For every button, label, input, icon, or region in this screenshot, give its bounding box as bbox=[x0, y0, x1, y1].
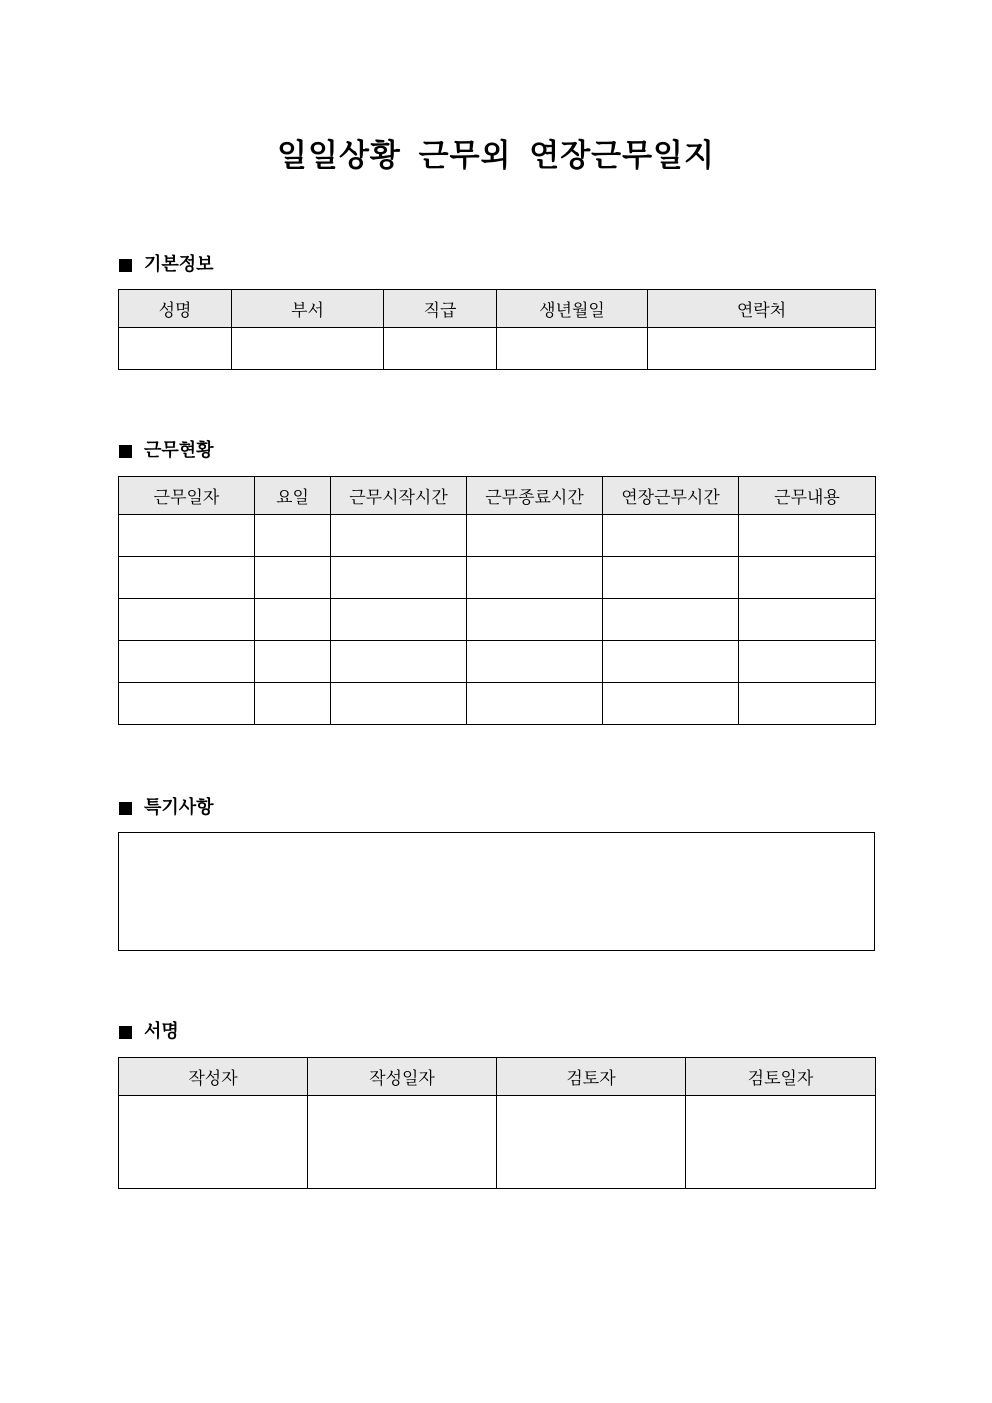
column-header-name: 성명 bbox=[119, 290, 232, 328]
column-header-department: 부서 bbox=[232, 290, 384, 328]
work-content-cell[interactable] bbox=[739, 599, 876, 641]
work-content-cell[interactable] bbox=[739, 557, 876, 599]
start-time-cell[interactable] bbox=[331, 683, 467, 725]
overtime-hours-cell[interactable] bbox=[603, 641, 739, 683]
section-heading-label: 기본정보 bbox=[144, 254, 214, 275]
column-header-overtime-hours: 연장근무시간 bbox=[603, 477, 739, 515]
department-cell[interactable] bbox=[232, 328, 384, 370]
column-header-author-date: 작성일자 bbox=[308, 1058, 497, 1096]
table-row bbox=[119, 599, 876, 641]
weekday-cell[interactable] bbox=[255, 641, 331, 683]
square-bullet-icon bbox=[119, 259, 132, 272]
end-time-cell[interactable] bbox=[467, 641, 603, 683]
section-heading-work-status bbox=[119, 438, 214, 464]
work-content-cell[interactable] bbox=[739, 683, 876, 725]
weekday-cell[interactable] bbox=[255, 515, 331, 557]
section-heading-label: 서명 bbox=[144, 1021, 179, 1042]
start-time-cell[interactable] bbox=[331, 641, 467, 683]
column-header-review-date: 검토일자 bbox=[686, 1058, 876, 1096]
position-cell[interactable] bbox=[384, 328, 497, 370]
work-date-cell[interactable] bbox=[119, 557, 255, 599]
column-header-position: 직급 bbox=[384, 290, 497, 328]
section-heading-notes bbox=[119, 795, 214, 821]
work-status-table bbox=[118, 476, 876, 725]
section-heading-basic-info bbox=[119, 252, 214, 278]
weekday-cell[interactable] bbox=[255, 599, 331, 641]
square-bullet-icon bbox=[119, 1026, 132, 1039]
column-header-work-date: 근무일자 bbox=[119, 477, 255, 515]
column-header-contact: 연락처 bbox=[648, 290, 876, 328]
column-header-birthdate: 생년월일 bbox=[497, 290, 648, 328]
end-time-cell[interactable] bbox=[467, 683, 603, 725]
birthdate-cell[interactable] bbox=[497, 328, 648, 370]
table-header-row bbox=[119, 290, 876, 328]
work-date-cell[interactable] bbox=[119, 599, 255, 641]
end-time-cell[interactable] bbox=[467, 557, 603, 599]
column-header-start-time: 근무시작시간 bbox=[331, 477, 467, 515]
overtime-hours-cell[interactable] bbox=[603, 515, 739, 557]
overtime-hours-cell[interactable] bbox=[603, 683, 739, 725]
start-time-cell[interactable] bbox=[331, 557, 467, 599]
work-date-cell[interactable] bbox=[119, 683, 255, 725]
weekday-cell[interactable] bbox=[255, 557, 331, 599]
end-time-cell[interactable] bbox=[467, 599, 603, 641]
reviewer-signature-cell[interactable] bbox=[497, 1096, 686, 1189]
column-header-end-time: 근무종료시간 bbox=[467, 477, 603, 515]
weekday-cell[interactable] bbox=[255, 683, 331, 725]
square-bullet-icon bbox=[119, 445, 132, 458]
table-header-row bbox=[119, 477, 876, 515]
table-row bbox=[119, 515, 876, 557]
section-heading-label: 특기사항 bbox=[144, 797, 214, 818]
notes-box[interactable] bbox=[118, 832, 875, 951]
start-time-cell[interactable] bbox=[331, 599, 467, 641]
column-header-reviewer: 검토자 bbox=[497, 1058, 686, 1096]
name-cell[interactable] bbox=[119, 328, 232, 370]
signature-table bbox=[118, 1057, 876, 1189]
overtime-hours-cell[interactable] bbox=[603, 557, 739, 599]
start-time-cell[interactable] bbox=[331, 515, 467, 557]
author-signature-cell[interactable] bbox=[119, 1096, 308, 1189]
table-row bbox=[119, 683, 876, 725]
work-date-cell[interactable] bbox=[119, 515, 255, 557]
contact-cell[interactable] bbox=[648, 328, 876, 370]
table-row bbox=[119, 557, 876, 599]
table-row bbox=[119, 641, 876, 683]
work-content-cell[interactable] bbox=[739, 641, 876, 683]
table-header-row bbox=[119, 1058, 876, 1096]
column-header-author: 작성자 bbox=[119, 1058, 308, 1096]
section-heading-signature bbox=[119, 1019, 179, 1045]
overtime-hours-cell[interactable] bbox=[603, 599, 739, 641]
column-header-weekday: 요일 bbox=[255, 477, 331, 515]
table-row bbox=[119, 1096, 876, 1189]
end-time-cell[interactable] bbox=[467, 515, 603, 557]
document-title: 일일상황 근무외 연장근무일지 bbox=[277, 138, 715, 174]
author-date-cell[interactable] bbox=[308, 1096, 497, 1189]
section-heading-label: 근무현황 bbox=[144, 440, 214, 461]
work-date-cell[interactable] bbox=[119, 641, 255, 683]
review-date-cell[interactable] bbox=[686, 1096, 876, 1189]
table-row bbox=[119, 328, 876, 370]
basic-info-table bbox=[118, 289, 876, 370]
column-header-work-content: 근무내용 bbox=[739, 477, 876, 515]
square-bullet-icon bbox=[119, 802, 132, 815]
work-content-cell[interactable] bbox=[739, 515, 876, 557]
